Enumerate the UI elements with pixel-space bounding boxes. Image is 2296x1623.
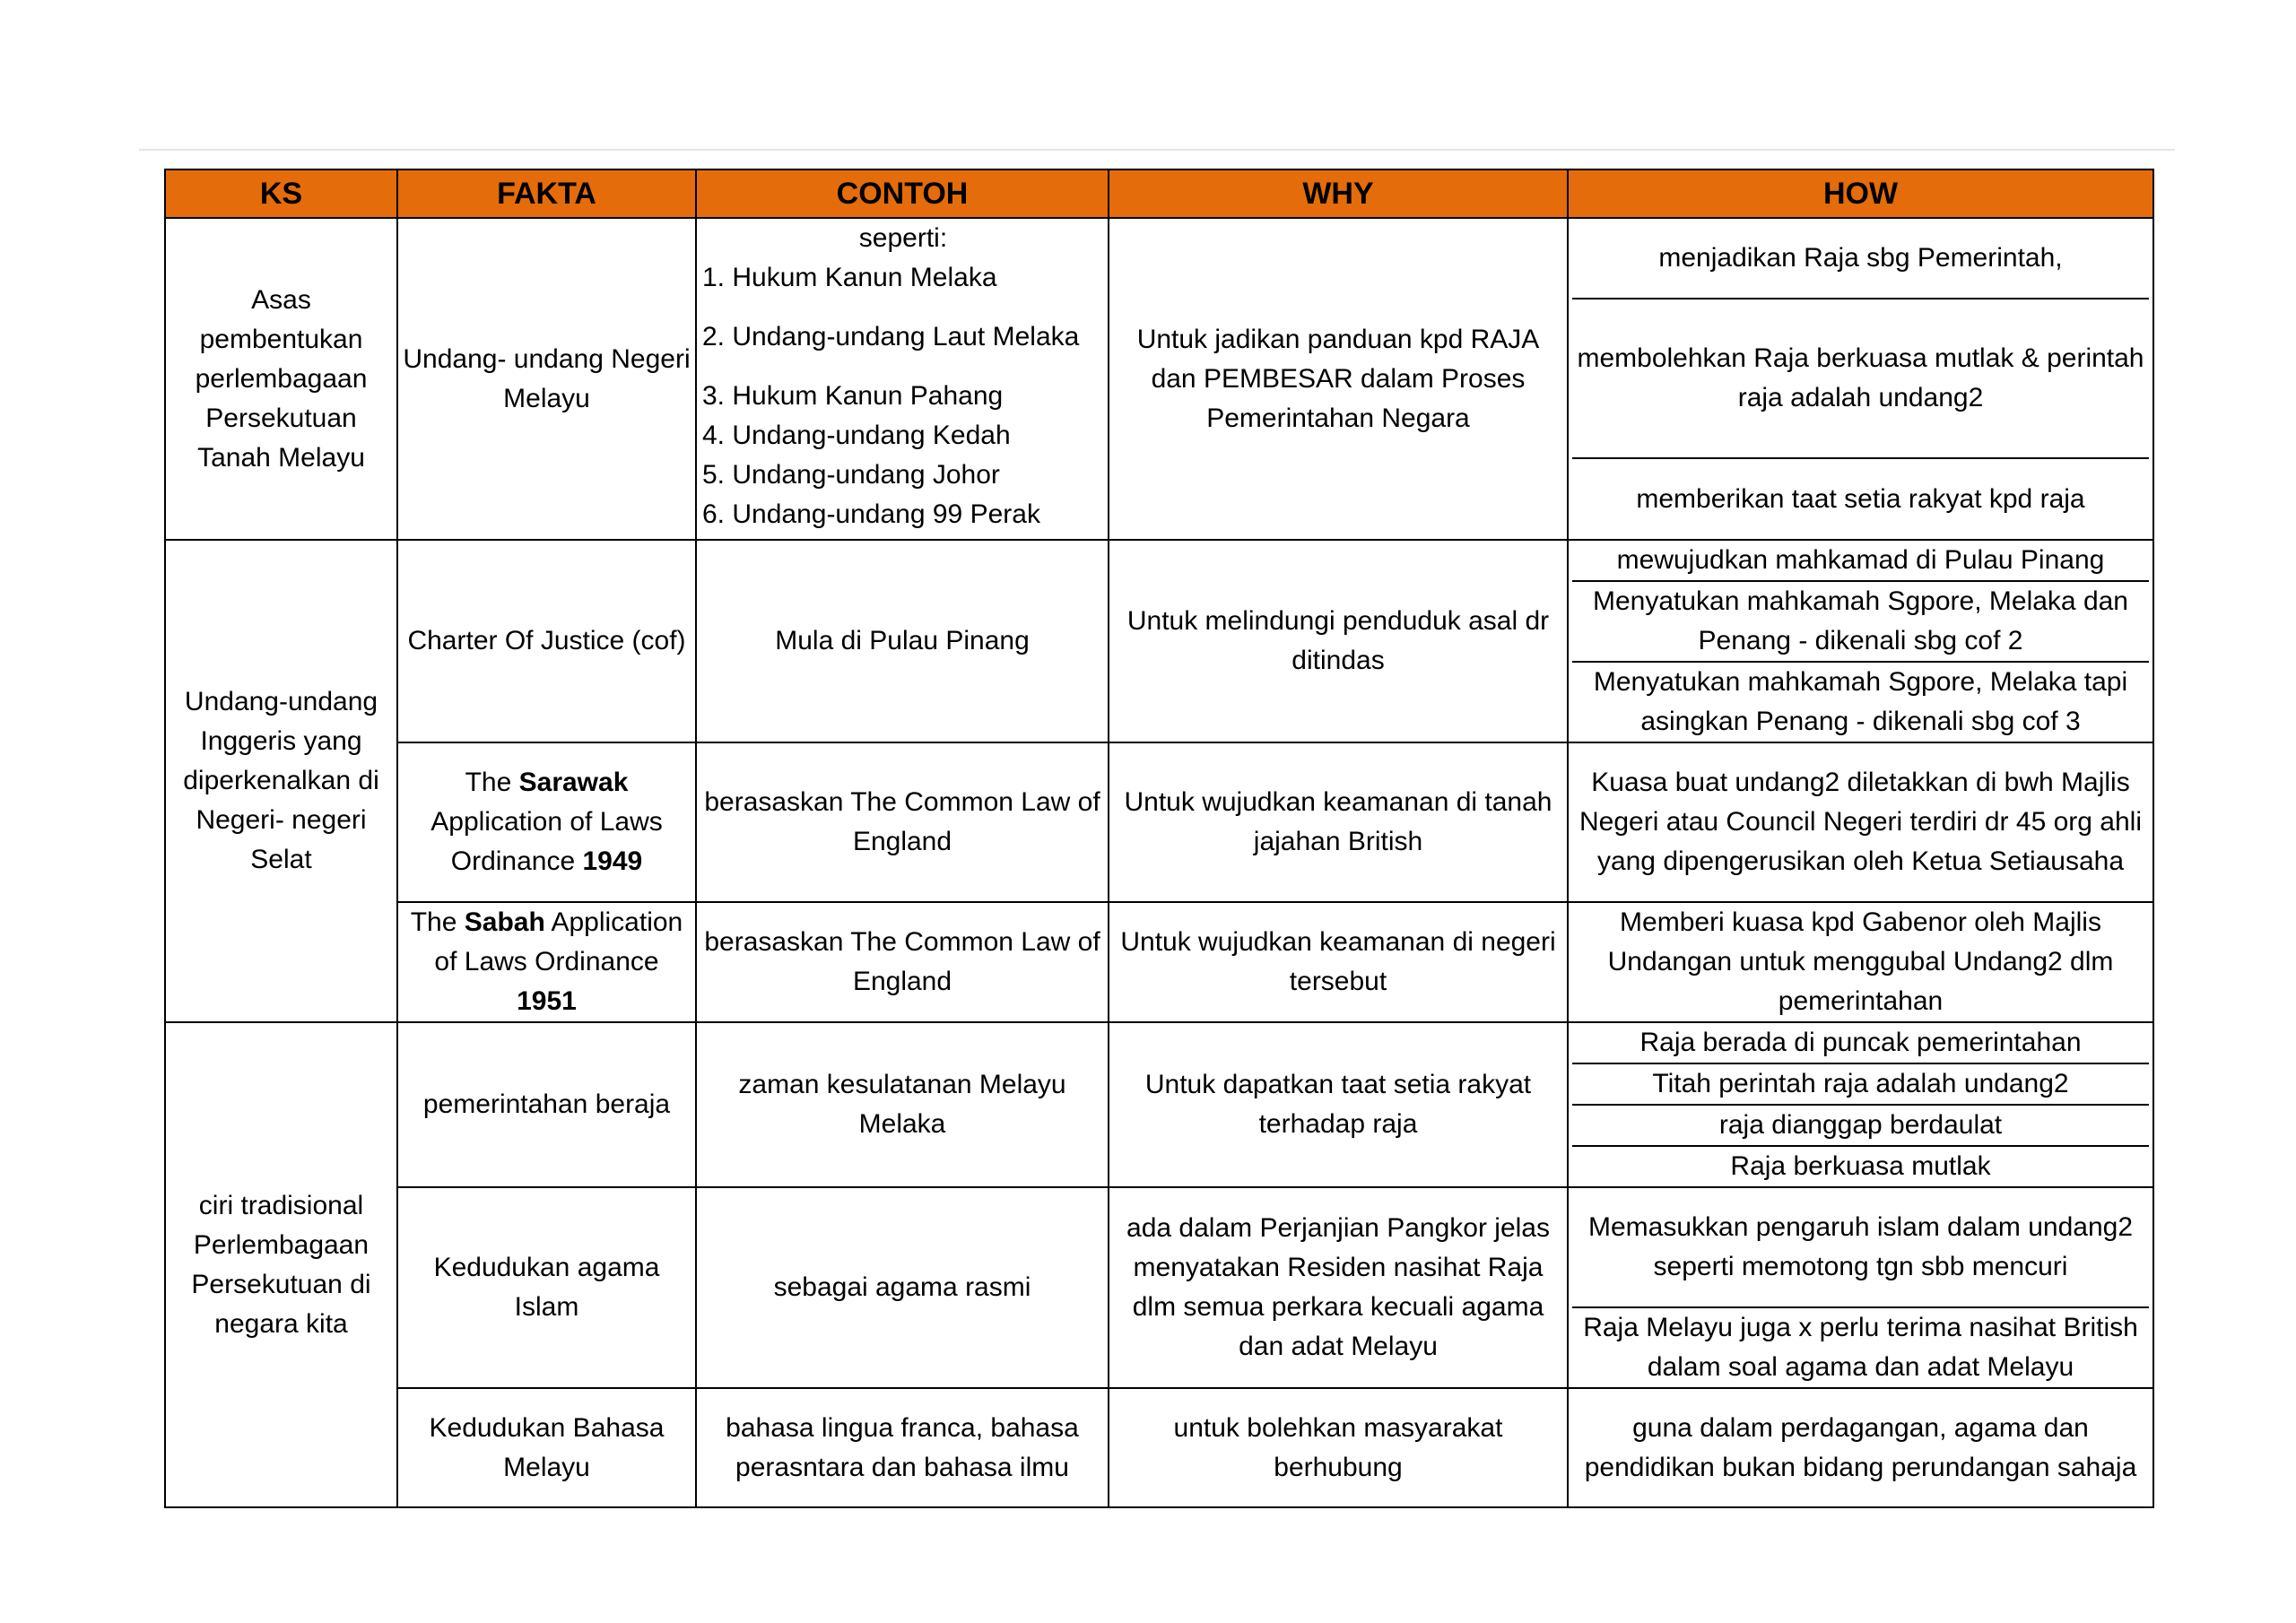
table-row	[165, 540, 2153, 742]
how-cell: Kuasa buat undang2 diletakkan di bwh Majlis Negeri atau Council Negeri terdiri dr 45 org ahli yang dipengerusikan oleh Ketua Setiausaha	[1568, 742, 2153, 902]
how-item: membolehkan Raja berkuasa mutlak & perintah raja adalah undang2	[1572, 298, 2149, 457]
contoh-intro: seperti:	[858, 223, 948, 253]
how-stack	[1572, 541, 2149, 742]
ks-cell: Asas pembentukan perlembagaan Persekutuan Tanah Melayu	[165, 218, 397, 540]
list-item: 1. Hukum Kanun Melaka	[702, 263, 997, 292]
fakta-text-bold: Sarawak	[518, 768, 629, 797]
how-item: raja dianggap berdaulat	[1572, 1104, 2149, 1145]
ks-cell: Undang-undang Inggeris yang diperkenalkan di Negeri- negeri Selat	[165, 540, 397, 1022]
fakta-text-year: 1949	[582, 846, 643, 876]
page-top-rule	[139, 149, 2175, 151]
fakta-cell: Charter Of Justice (cof)	[397, 540, 696, 742]
how-item: Raja berkuasa mutlak	[1572, 1145, 2149, 1186]
fakta-text-bold: Sabah	[464, 907, 545, 937]
ks-cell: ciri tradisional Perlembagaan Persekutuan di negara kita	[165, 1022, 397, 1507]
fakta-text-mid: Application of Laws Ordinance	[430, 807, 663, 876]
list-item: 5. Undang-undang Johor	[702, 460, 1000, 490]
how-cell: guna dalam perdagangan, agama dan pendidikan bukan bidang perundangan sahaja	[1568, 1388, 2153, 1507]
how-item: Menyatukan mahkamah Sgpore, Melaka dan Penang - dikenali sbg cof 2	[1572, 580, 2149, 661]
contoh-cell: berasaskan The Common Law of England	[696, 742, 1109, 902]
contoh-cell: sebagai agama rasmi	[696, 1187, 1109, 1388]
how-item: memberikan taat setia rakyat kpd raja	[1572, 457, 2149, 539]
list-item: 2. Undang-undang Laut Melaka	[702, 322, 1080, 352]
table-row	[165, 1187, 2153, 1388]
table-row	[165, 902, 2153, 1022]
contoh-cell	[696, 218, 1109, 540]
contoh-list	[700, 219, 1104, 534]
list-item: 4. Undang-undang Kedah	[702, 421, 1011, 450]
why-cell: untuk bolehkan masyarakat berhubung	[1109, 1388, 1568, 1507]
contoh-cell: zaman kesulatanan Melayu Melaka	[696, 1022, 1109, 1187]
why-cell: Untuk wujudkan keamanan di tanah jajahan British	[1109, 742, 1568, 902]
how-item: Menyatukan mahkamah Sgpore, Melaka tapi asingkan Penang - dikenali sbg cof 3	[1572, 661, 2149, 742]
how-stack	[1572, 219, 2149, 539]
fakta-text-pre: The	[465, 768, 519, 797]
table-row	[165, 1388, 2153, 1507]
how-cell: Memberi kuasa kpd Gabenor oleh Majlis Undangan untuk menggubal Undang2 dlm pemerintahan	[1568, 902, 2153, 1022]
why-cell: ada dalam Perjanjian Pangkor jelas menyatakan Residen nasihat Raja dlm semua perkara kecuali agama dan adat Melayu	[1109, 1187, 1568, 1388]
contoh-cell: Mula di Pulau Pinang	[696, 540, 1109, 742]
fakta-cell	[397, 902, 696, 1022]
fakta-cell: Undang- undang Negeri Melayu	[397, 218, 696, 540]
contoh-cell: berasaskan The Common Law of England	[696, 902, 1109, 1022]
how-stack	[1572, 1188, 2149, 1387]
how-cell	[1568, 1022, 2153, 1187]
header-row	[165, 169, 2153, 218]
fakta-cell: Kedudukan agama Islam	[397, 1187, 696, 1388]
why-cell: Untuk jadikan panduan kpd RAJA dan PEMBESAR dalam Proses Pemerintahan Negara	[1109, 218, 1568, 540]
list-item: 6. Undang-undang 99 Perak	[702, 499, 1040, 529]
fakta-cell	[397, 742, 696, 902]
fakta-cell: pemerintahan beraja	[397, 1022, 696, 1187]
header-why: WHY	[1109, 169, 1568, 218]
how-item: mewujudkan mahkamad di Pulau Pinang	[1616, 545, 2105, 575]
how-item: Memasukkan pengaruh islam dalam undang2 seperti memotong tgn sbb mencuri	[1587, 1212, 2134, 1281]
list-item: 3. Hukum Kanun Pahang	[702, 381, 1004, 411]
how-item: menjadikan Raja sbg Pemerintah,	[1658, 243, 2063, 273]
table-row	[165, 1022, 2153, 1187]
fakta-text-pre: The	[410, 907, 465, 937]
how-item: Raja berada di puncak pemerintahan	[1639, 1028, 2082, 1057]
contoh-cell: bahasa lingua franca, bahasa perasntara dan bahasa ilmu	[696, 1388, 1109, 1507]
how-cell	[1568, 540, 2153, 742]
fakta-text-year: 1951	[517, 986, 577, 1016]
how-stack	[1572, 1023, 2149, 1186]
header-fakta: FAKTA	[397, 169, 696, 218]
why-cell: Untuk melindungi penduduk asal dr ditindas	[1109, 540, 1568, 742]
summary-table	[164, 169, 2154, 1508]
why-cell: Untuk dapatkan taat setia rakyat terhadap raja	[1109, 1022, 1568, 1187]
how-item: Raja Melayu juga x perlu terima nasihat British dalam soal agama dan adat Melayu	[1572, 1306, 2149, 1387]
fakta-cell: Kedudukan Bahasa Melayu	[397, 1388, 696, 1507]
table-row	[165, 218, 2153, 540]
how-item: Titah perintah raja adalah undang2	[1572, 1063, 2149, 1104]
header-ks: KS	[165, 169, 397, 218]
how-cell	[1568, 218, 2153, 540]
table-row	[165, 742, 2153, 902]
fakta-text-mid: Application of Laws Ordinance	[434, 907, 683, 976]
why-cell: Untuk wujudkan keamanan di negeri tersebut	[1109, 902, 1568, 1022]
how-cell	[1568, 1187, 2153, 1388]
header-contoh: CONTOH	[696, 169, 1109, 218]
header-how: HOW	[1568, 169, 2153, 218]
